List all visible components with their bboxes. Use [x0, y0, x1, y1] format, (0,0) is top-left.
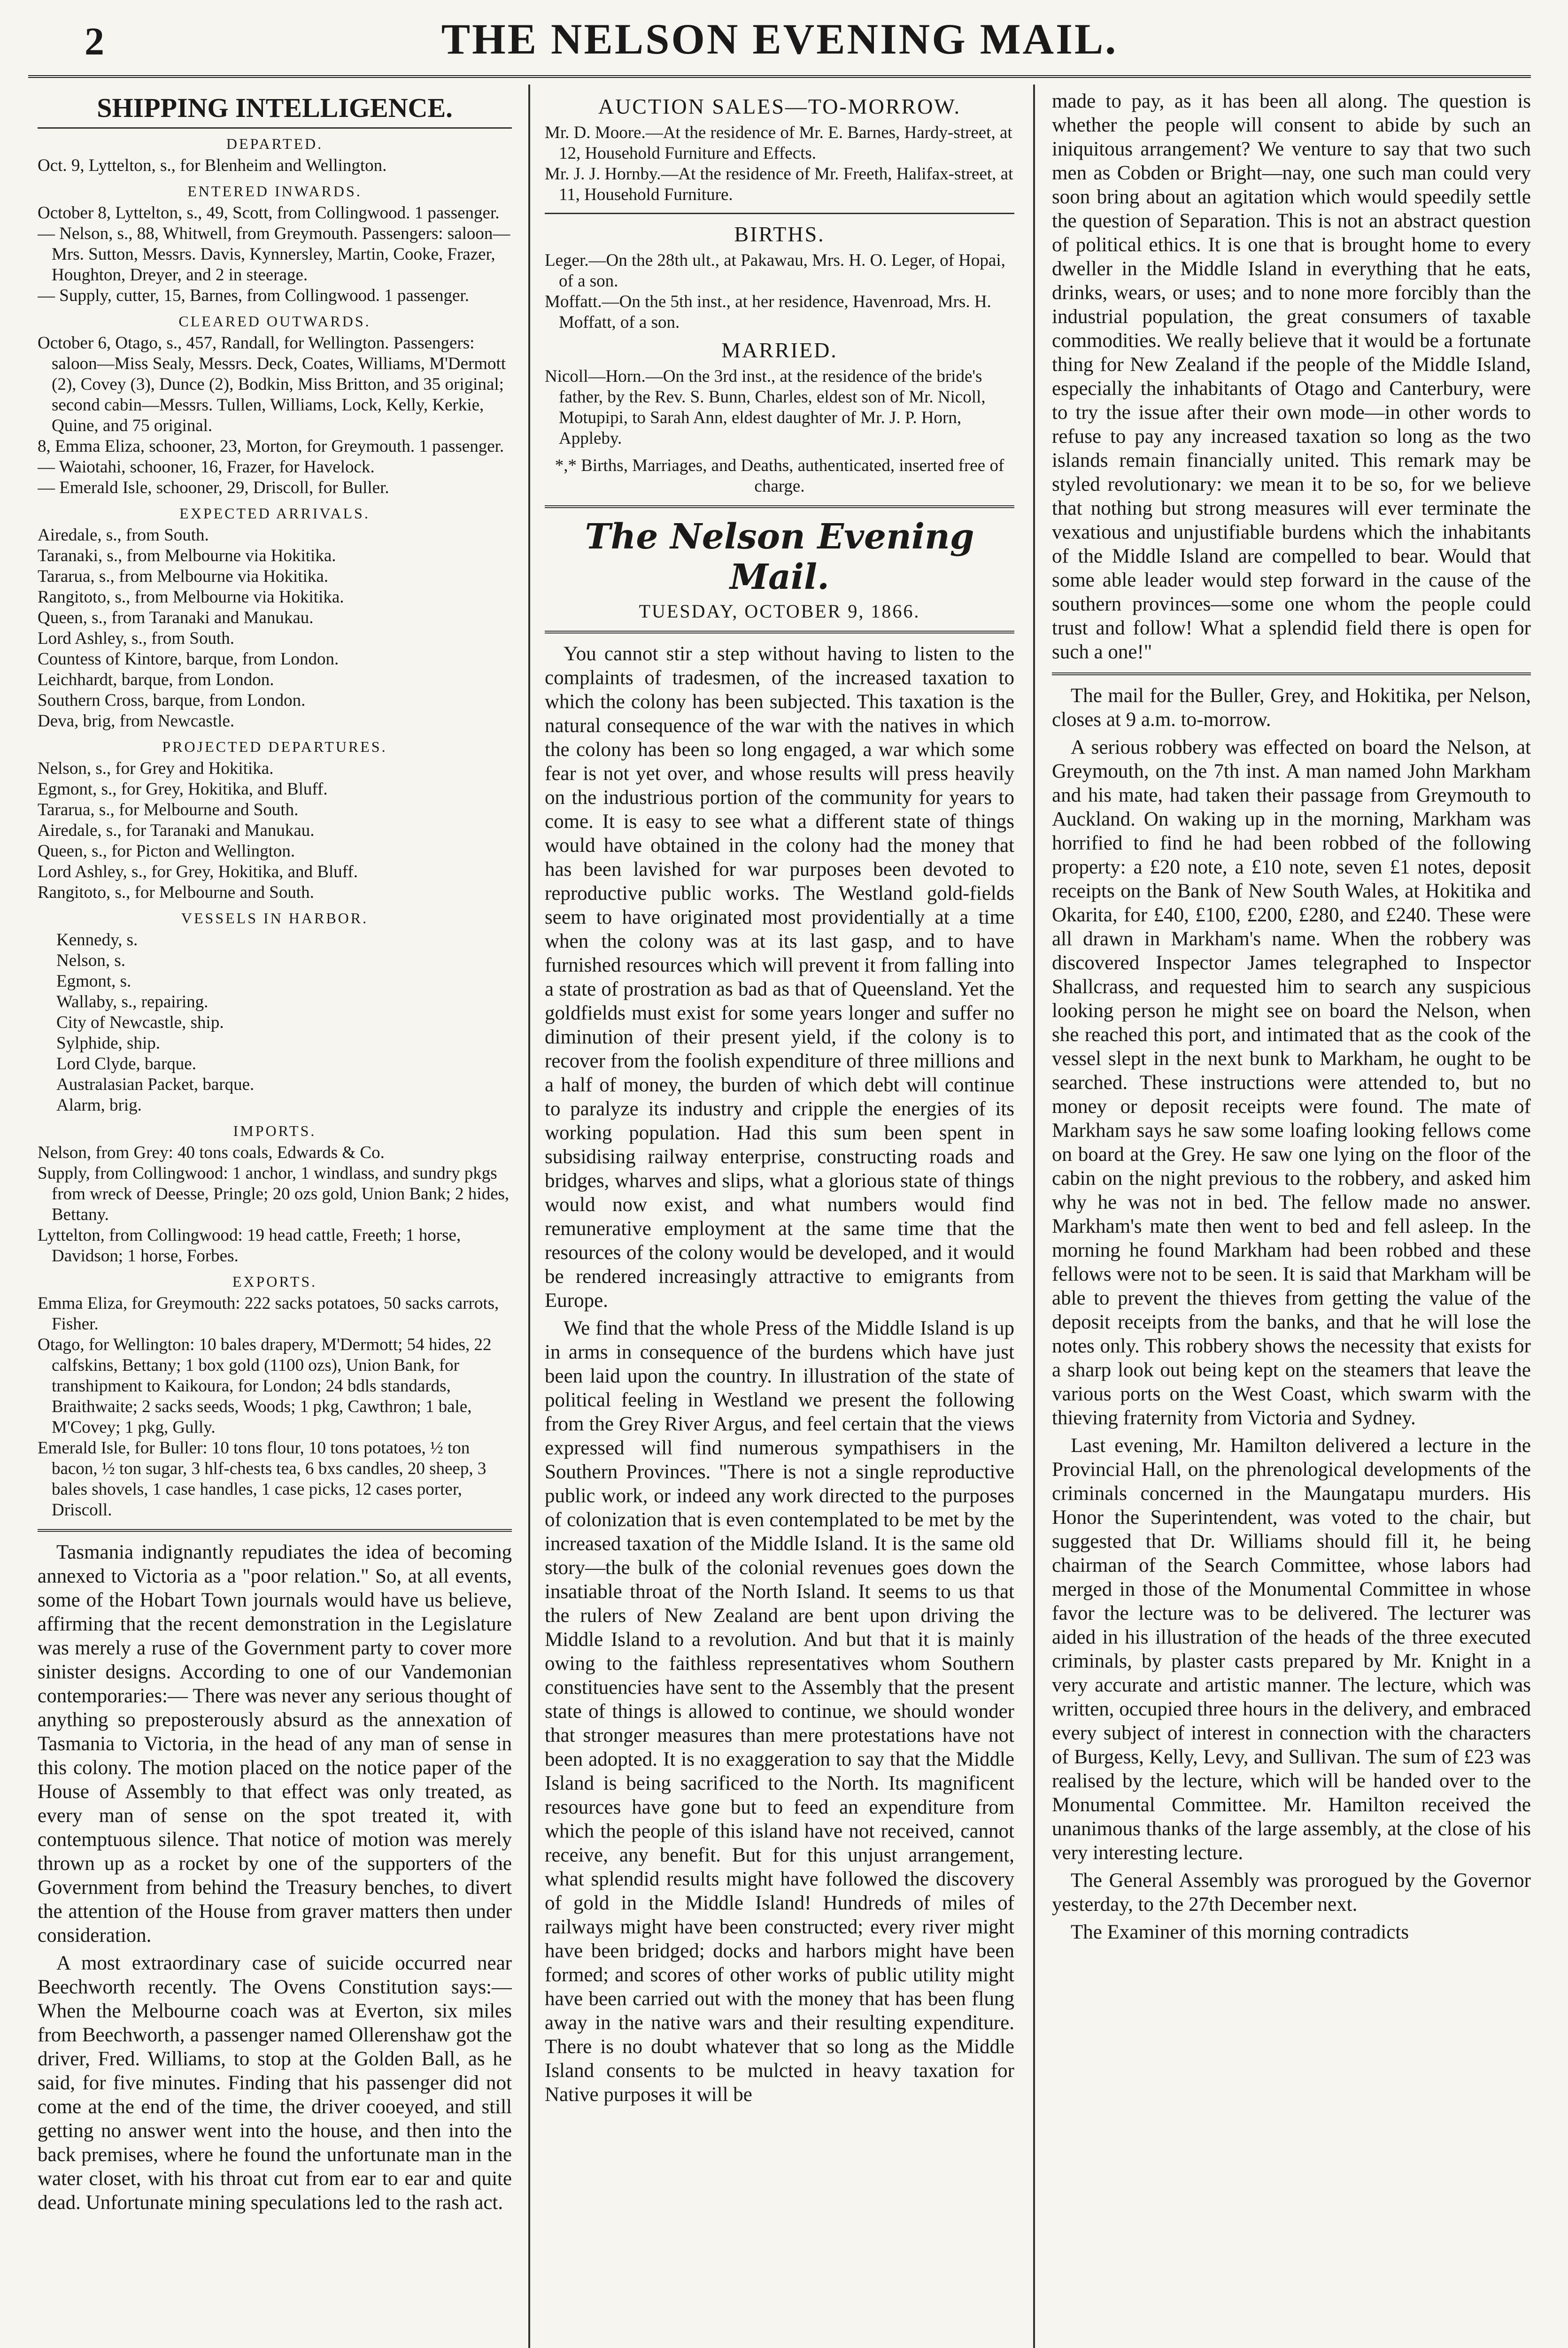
column-2	[545, 89, 1014, 2348]
examiner-article: The Examiner of this morning contradicts	[1071, 1921, 1409, 1943]
list-item: Lord Ashley, s., for Grey, Hokitika, and Bluff.	[38, 862, 358, 881]
married-list	[545, 366, 1014, 449]
list-item: Queen, s., for Picton and Wellington.	[38, 842, 295, 861]
list-item: Leichhardt, barque, from London.	[38, 670, 274, 689]
list-item: — Emerald Isle, schooner, 29, Driscoll, for Buller.	[38, 478, 389, 497]
list-item: Egmont, s., for Grey, Hokitika, and Bluff.	[38, 780, 328, 799]
shipping-title: SHIPPING INTELLIGENCE.	[38, 89, 512, 129]
harbor-heading: VESSELS IN HARBOR.	[181, 910, 369, 927]
list-item: — Waiotahi, schooner, 16, Frazer, for Havelock.	[38, 457, 375, 477]
list-item: October 8, Lyttelton, s., 49, Scott, from Collingwood. 1 passenger.	[38, 203, 500, 223]
editorial-continued: made to pay, as it has been all along. The question is whether the people will consent to abide by such an iniquitous arrangement? We venture to say that two such men as Cobden or Bright—nay, one such man could very soon bring about an agitation which would speedily settle the question of Separation. This is not an abstract question of political ethics. It is one that is brought home to every dweller in the Middle Island in everything that he eats, drinks, wears, or uses; and to none more forcibly than the industrial population, the great consumers of taxable commodities. We really believe that it would be a fortunate thing for New Zealand if the people of the Middle Island, especially the inhabitants of Otago and Canterbury, were to try the issue after their own mode—in other words to refuse to pay any increased taxation so long as the two islands remain financially united. This remark may be styled revolutionary: we mean it to be so, for we believe that nothing but strong measures will ever terminate the vexatious and unjustifiable burdens which the inhabitants of the Middle Island are compelled to bear. Would that some able leader would step forward in the cause of the southern provinces—some one whom the people could trust and follow! What a splendid field there is open for such a one!"	[1052, 90, 1531, 663]
list-item: Airedale, s., for Taranaki and Manukau.	[38, 821, 315, 840]
list-item: Queen, s., from Taranaki and Manukau.	[38, 608, 314, 627]
column-rule-2	[1033, 85, 1035, 2348]
divider	[545, 505, 1014, 508]
list-item: Emma Eliza, for Greymouth: 222 sacks potatoes, 50 sacks carrots, Fisher.	[38, 1294, 499, 1334]
robbery-article: A serious robbery was effected on board the Nelson, at Greymouth, on the 7th inst. A man named John Markham and his mate, had taken their passage from Greymouth to Auckland. On waking up in the morning, Markham was horrified to find he had been robbed of the following property: a £20 note, a £10 note, seven £1 notes, deposit receipts on the Bank of New South Wales, at Hokitika and Okarita, for £40, £100, £200, £280, and £240. These were all drawn in Markham's name. When the robbery was discovered Inspector James telegraphed to Inspector Shallcrass, and requested him to search any suspicious looking person he might see on board the Nelson, when she reached this port, and intimated that as the cook of the vessel slept in the next bunk to Markham, he ought to be searched. These instructions were attended to, but no money or deposit receipts were found. The mate of Markham says he saw some loafing looking fellows come on board at the Grey. He saw one lying on the floor of the cabin on the night previous to the robbery, and asked him why he was not in bed. The fellow made no answer. Markham's mate then went to bed and fell asleep. In the morning he found Markham had been robbed and these fellows were not to be seen. It is said that Markham will be able to prevent the thieves from getting the value of the deposit receipts from the banks, and that he will lose the notes only. This robbery shows the necessity that exists for a sharp look out being kept on the steamers that leave the various ports on the West Coast, which swarm with the thieving fraternity from Victoria and Sydney.	[1052, 736, 1531, 1429]
list-item: October 6, Otago, s., 457, Randall, for Wellington. Passengers: saloon—Miss Sealy, Messrs. Deck, Coates, Williams, M'Dermott (2), Covey (3), Dunce (2), Bodkin, Miss Britton, and 35 original; second cabin—Messrs. Tullen, Williams, Lock, Kelly, Kerkie, Quine, and 75 original.	[38, 333, 506, 435]
masthead	[28, 5, 1531, 78]
list-item: Rangitoto, s., from Melbourne via Hokitika.	[38, 587, 344, 607]
newspaper-title: THE NELSON EVENING MAIL.	[441, 15, 1118, 63]
list-item: Taranaki, s., from Melbourne via Hokitika.	[38, 546, 336, 565]
projected-heading: PROJECTED DEPARTURES.	[162, 738, 387, 755]
list-item: — Supply, cutter, 15, Barnes, from Collingwood. 1 passenger.	[38, 286, 469, 305]
list-item: Kennedy, s.	[56, 930, 138, 950]
paper-name: The Nelson Evening Mail.	[585, 517, 974, 597]
list-item: Nelson, from Grey: 40 tons coals, Edwards & Co.	[38, 1143, 385, 1162]
list-item: City of Newcastle, ship.	[56, 1013, 224, 1032]
suicide-article: A most extraordinary case of suicide occurred near Beechworth recently. The Ovens Constitution says:—When the Melbourne coach was at Everton, six miles from Beechworth, a passenger named Ollerenshaw got the driver, Fred. Williams, to stop at the Golden Ball, as he said, for five minutes. Finding that his passenger did not come at the end of the time, the driver cooeyed, and still getting no answer went into the house, and then into the back premises, where he found the unfortunate man in the water closet, with his throat cut from ear to ear and quite dead. Unfortunate mining speculations led to the rash act.	[38, 1952, 512, 2214]
column-1	[38, 89, 512, 2348]
list-item: 8, Emma Eliza, schooner, 23, Morton, for Greymouth. 1 passenger.	[38, 437, 504, 456]
column-rule-1	[528, 85, 530, 2348]
list-item: Leger.—On the 28th ult., at Pakawau, Mrs. H. O. Leger, of Hopai, of a son.	[545, 251, 1005, 291]
list-item: Oct. 9, Lyttelton, s., for Blenheim and Wellington.	[38, 156, 387, 175]
list-item: Egmont, s.	[56, 972, 131, 991]
expected-heading: EXPECTED ARRIVALS.	[179, 505, 370, 522]
list-item: Otago, for Wellington: 10 bales drapery, M'Dermott; 54 hides, 22 calfskins, Bettany; 1 box gold (1100 ozs), Union Bank, for transhipment to Kaikoura, for London; 24 bdls standards, Braithwaite; 2 sacks seeds, Woods; 1 pkg, Cawthron; 1 bale, M'Covey; 1 pkg, Gully.	[38, 1335, 492, 1437]
list-item: Australasian Packet, barque.	[56, 1075, 255, 1094]
list-item: Airedale, s., from South.	[38, 525, 209, 545]
list-item: Rangitoto, s., for Melbourne and South.	[38, 883, 314, 902]
page-number: 2	[85, 20, 104, 63]
list-item: Lyttelton, from Collingwood: 19 head cattle, Freeth; 1 horse, Davidson; 1 horse, Forbes.	[38, 1226, 461, 1266]
projected-list	[38, 758, 512, 903]
list-item: — Nelson, s., 88, Whitwell, from Greymouth. Passengers: saloon—Mrs. Sutton, Messrs. Davis, Kynnersley, Martin, Cooke, Frazer, Houghton, Dreyer, and 2 in steerage.	[38, 224, 510, 285]
editorial-paragraph: You cannot stir a step without having to listen to the complaints of tradesmen, of the increased taxation to which the colony has been subjected. This taxation is the natural consequence of the war with the natives in which the colony has been so long engaged, a war which some fear is not yet over, and whose results will press heavily on the industrious portion of the community for years to come. It is easy to see what a different state of things would have obtained in the colony had the money that has been lavished for war purposes been devoted to reproductive public works. The Westland gold-fields seem to have originated most providentially at a time when the colony was at its last gasp, and to have furnished resources which will prevent it from falling into a state of prostration as bad as that of Queensland. Yet the goldfields must exist for some years longer and suffer no diminution of their present yield, if the colony is to recover from the foolish expenditure of three millions and a half of money, the burden of which debt will continue to paralyze its industry and cripple the energies of its working population. Had this sum been spent in subsidising railway enterprise, constructing roads and bridges, wharves and slips, what a glorious state of things would now exist, and what numbers would find remunerative employment at the same time that the resources of the colony would be developed, and it would be rendered increasingly attractive to emigrants from Europe.	[545, 643, 1014, 1312]
list-item: Moffatt.—On the 5th inst., at her residence, Havenroad, Mrs. H. Moffatt, of a son.	[545, 292, 991, 332]
divider	[545, 213, 1014, 214]
list-item: Mr. D. Moore.—At the residence of Mr. E. Barnes, Hardy-street, at 12, Household Furniture and Effects.	[545, 123, 1012, 163]
list-item: Supply, from Collingwood: 1 anchor, 1 windlass, and sundry pkgs from wreck of Deesse, Pringle; 20 ozs gold, Union Bank; 2 hides, Bettany.	[38, 1164, 510, 1224]
list-item: Southern Cross, barque, from London.	[38, 691, 306, 710]
list-item: Nelson, s.	[56, 951, 125, 970]
list-item: Tararua, s., for Melbourne and South.	[38, 800, 299, 819]
list-item: Nicoll—Horn.—On the 3rd inst., at the residence of the bride's father, by the Rev. S. Bunn, Charles, eldest son of Mr. Nicoll, Motupipi, to Sarah Ann, eldest daughter of Mr. J. P. Horn, Appleby.	[545, 367, 986, 448]
expected-list	[38, 525, 512, 732]
entered-list	[38, 203, 512, 306]
births-heading: BIRTHS.	[734, 222, 825, 246]
dateline: TUESDAY, OCTOBER 9, 1866.	[639, 601, 920, 622]
exports-list	[38, 1293, 512, 1521]
mail-notice: The mail for the Buller, Grey, and Hokitika, per Nelson, closes at 9 a.m. to-morrow.	[1052, 685, 1531, 731]
section-divider	[38, 1529, 512, 1532]
departed-heading: DEPARTED.	[226, 135, 324, 152]
auction-heading: AUCTION SALES—TO-MORROW.	[598, 94, 961, 118]
births-list	[545, 250, 1014, 333]
list-item: Countess of Kintore, barque, from London.	[38, 649, 339, 669]
imports-heading: IMPORTS.	[233, 1122, 317, 1139]
harbor-list	[38, 930, 512, 1116]
assembly-article: The General Assembly was prorogued by the Governor yesterday, to the 27th December next.	[1052, 1869, 1531, 1915]
list-item: Nelson, s., for Grey and Hokitika.	[38, 759, 274, 778]
cleared-list	[38, 333, 512, 498]
departed-list	[38, 155, 512, 176]
column-3	[1052, 89, 1531, 2348]
entered-heading: ENTERED INWARDS.	[187, 183, 362, 200]
divider	[545, 631, 1014, 633]
list-item: Tararua, s., from Melbourne via Hokitika.	[38, 567, 329, 586]
divider	[1052, 672, 1531, 675]
list-item: Alarm, brig.	[56, 1096, 142, 1115]
lecture-article: Last evening, Mr. Hamilton delivered a lecture in the Provincial Hall, on the phrenological developments of the criminals concerned in the Maungatapu murders. His Honor the Superintendent, was voted to the chair, but suggested that Dr. Williams should fill it, he being chairman of the Search Committee, whose labors had merged in those of the Monumental Committee in whose favor the lecture was to be delivered. The lecturer was aided in his illustration of the heads of the three executed criminals, by plaster casts prepared by Mr. Knight in a very accurate and artistic manner. The lecture, which was written, occupied three hours in the delivery, and embraced every subject of interest in connection with the characters of Burgess, Kelly, Levy, and Sullivan. The sum of £23 was realised by the lecture, which will be handed over to the Monumental Committee. Mr. Hamilton received the unanimous thanks of the large assembly, at the close of his very interesting lecture.	[1052, 1435, 1531, 1864]
married-heading: MARRIED.	[721, 338, 838, 362]
tasmania-article: Tasmania indignantly repudiates the idea of becoming annexed to Victoria as a "poor relation." So, at all events, some of the Hobart Town journals would have us believe, affirming that the recent demonstration in the Legislature was merely a ruse of the Government party to cover more sinister designs. According to one of our Vandemonian contemporaries:— There was never any serious thought of anything so preposterously absurd as the annexation of Tasmania to Victoria, in the head of any man of sense in this colony. The motion placed on the notice paper of the House of Assembly to that effect was only treated, as every man of sense on the spot treated it, with contemptuous silence. That notice of motion was merely thrown up as a rocket by one of the supporters of the Government from behind the Treasury benches, to divert the attention of the House from graver matters then under consideration.	[38, 1541, 512, 1946]
list-item: Wallaby, s., repairing.	[56, 992, 209, 1012]
exports-heading: EXPORTS.	[232, 1273, 317, 1290]
list-item: Lord Ashley, s., from South.	[38, 629, 234, 648]
list-item: Sylphide, ship.	[56, 1034, 160, 1053]
list-item: Lord Clyde, barque.	[56, 1054, 196, 1074]
list-item: Emerald Isle, for Buller: 10 tons flour, 10 tons potatoes, ½ ton bacon, ½ ton sugar, 3 hlf-chests tea, 6 bxs candles, 20 sheep, 3 bales shovels, 1 case handles, 1 case picks, 12 cases porter, Driscoll.	[38, 1438, 487, 1520]
notice: *,* Births, Marriages, and Deaths, authenticated, inserted free of charge.	[555, 456, 1004, 496]
list-item: Deva, brig, from Newcastle.	[38, 711, 235, 731]
auction-list	[545, 123, 1014, 205]
list-item: Mr. J. J. Hornby.—At the residence of Mr. Freeth, Halifax-street, at 11, Household Furniture.	[545, 164, 1013, 204]
editorial-paragraph: We find that the whole Press of the Middle Island is up in arms in consequence of the burdens which have just been laid upon the country. In illustration of the state of political feeling in Westland we present the following from the Grey River Argus, and feel certain that the views expressed will find numerous sympathisers in the Southern Provinces. "There is not a single reproductive public work, or indeed any work directed to the purposes of colonization that is even contemplated to be met by the increased taxation of the Middle Island. It is the same old story—the bulk of the colonial revenues goes down the insatiable throat of the North Island. It seems to us that the rulers of New Zealand are bent upon driving the Middle Island to a revolution. And but that it is mainly owing to the faithless representatives whom Southern constituencies have sent to the Assembly that the present state of things is allowed to continue, we should wonder that stronger measures than mere protestations have not been adopted. It is no exaggeration to say that the Middle Island is being sacrificed to the North. Its magnificent resources have gone but to feed an expenditure from which the people of this island have not received, cannot receive, any benefit. But for this unjust arrangement, what splendid results might have followed the discovery of gold in the Middle Island! Hundreds of miles of railways might have been constructed; every river might have been bridged; docks and harbors might have been formed; and scores of other works of public utility might have been carried out with the money that has been flung away in the native wars and their resulting expenditure. There is no doubt whatever that so long as the Middle Island consents to be mulcted in heavy taxation for Native purposes it will be	[545, 1317, 1014, 2106]
imports-list	[38, 1143, 512, 1267]
cleared-heading: CLEARED OUTWARDS.	[178, 313, 371, 330]
